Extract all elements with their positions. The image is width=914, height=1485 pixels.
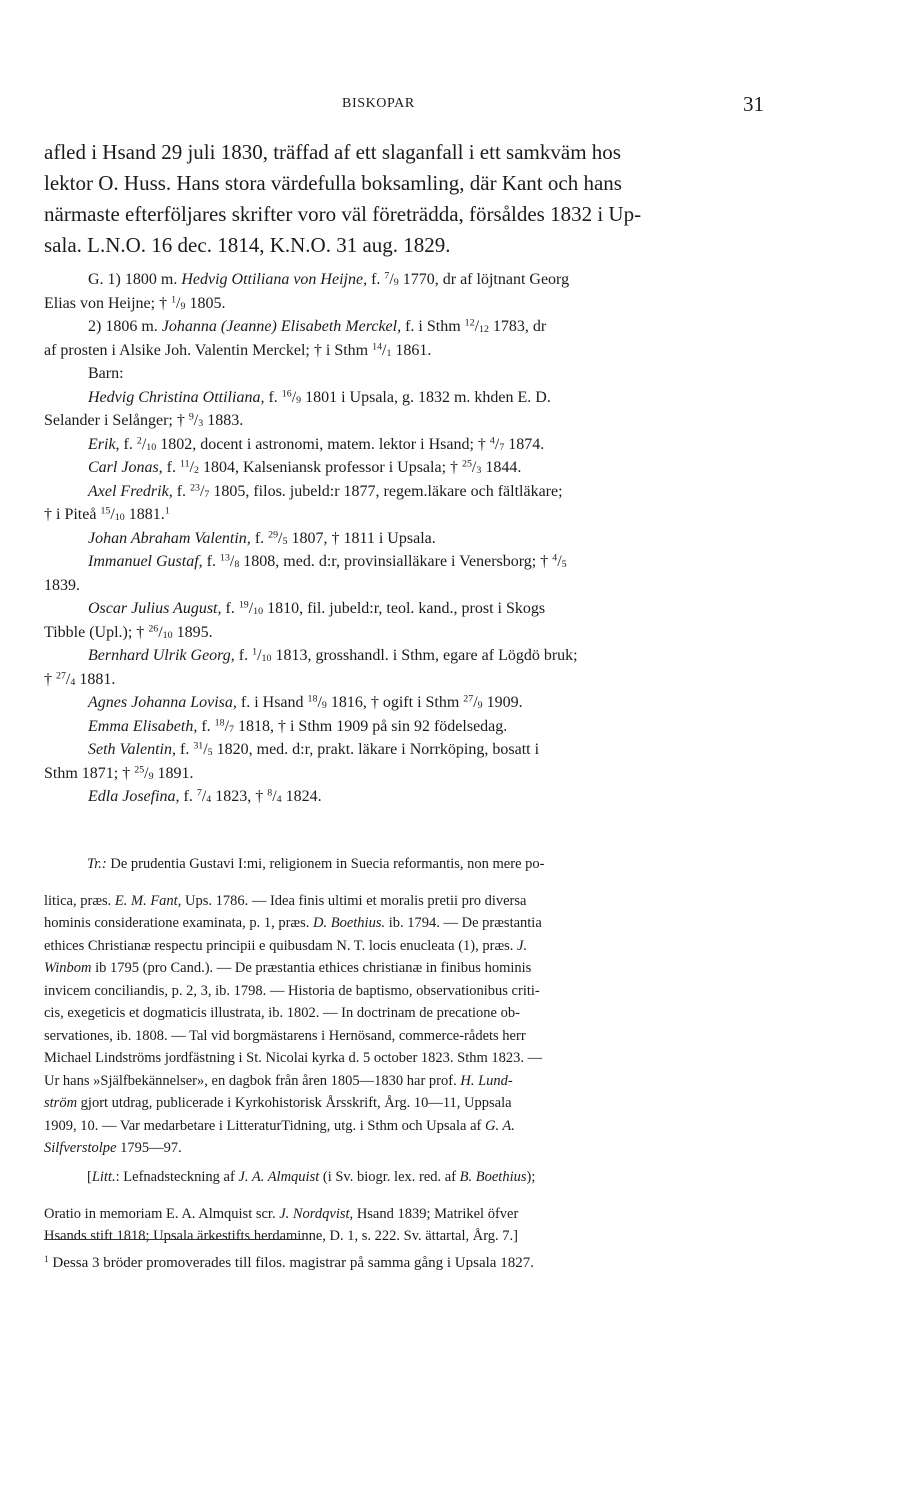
works-paragraph [44, 838, 760, 1160]
text-run: ); [526, 1168, 536, 1185]
child-entry: Agnes Johanna Lovisa, f. i Hsand $^{18}/_9$ 1816, † ogift i Sthm $^{27}/_9$ 1909. [88, 693, 523, 711]
spouse-name: Hedvig Ottiliana von Heijne, [181, 271, 368, 288]
text-run: (i Sv. biogr. lex. red. af [319, 1168, 460, 1185]
text-run: Hsand 1839; Matrikel öfver [353, 1205, 519, 1222]
text-run: Ups. 1786. — Idea finis ultimi et moralis pretii pro diversa [181, 892, 527, 909]
text-run: servationes, ib. 1808. — Tal vid borgmästarens i Hernösand, commerce-rådets herr [44, 1027, 526, 1044]
marriage-1-line: Elias von Heijne; † $^1/_9$ 1805. [44, 294, 226, 312]
genealogy-section [44, 268, 760, 809]
footnote-mark: 1 [44, 1254, 49, 1265]
footnote-ref: 1 [164, 505, 170, 517]
text-line [44, 853, 760, 876]
text-line [44, 1070, 760, 1093]
child-entry: Emma Elisabeth, f. $^{18}/_7$ 1818, † i Sthm 1909 på sin 92 födelsedag. [88, 717, 508, 735]
child-entry: Edla Josefina, f. $^7/_4$ 1823, † $^8/_4$ 1824. [88, 787, 322, 805]
text-line [44, 1166, 760, 1189]
literature-paragraph [44, 1151, 760, 1248]
text-run: invicem conciliandis, p. 2, 3, ib. 1798. — Historia de baptismo, observationibus criti- [44, 982, 540, 999]
footnote: $^1$ Dessa 3 bröder promoverades till filos. magistrar på samma gång i Upsala 1827. [44, 1254, 534, 1271]
child-entry: Johan Abraham Valentin, f. $^{29}/_5$ 1807, † 1811 i Upsala. [88, 529, 436, 547]
text-line: afled i Hsand 29 juli 1830, träffad af ett slaganfall i ett samkväm hos [44, 140, 621, 164]
italic-run: B. Boethius [459, 1168, 527, 1185]
text-line: sala. L.N.O. 16 dec. 1814, K.N.O. 31 aug. 1829. [44, 233, 451, 257]
marriage-2-line: 2) 1806 m. Johanna (Jeanne) Elisabeth Merckel, f. i Sthm $^{12}/_{12}$ 1783, dr [88, 317, 547, 335]
italic-run: J. Nordqvist, [279, 1205, 354, 1222]
text-line [44, 980, 760, 1003]
text-run: : Lefnadsteckning af [115, 1168, 239, 1185]
italic-run: D. Boethius. [313, 915, 386, 931]
running-head: BISKOPAR [342, 96, 415, 111]
text-line [44, 1225, 760, 1248]
italic-run: H. Lund- [460, 1072, 513, 1089]
italic-run: Litt. [91, 1168, 116, 1185]
child-entry: Bernhard Ulrik Georg, f. $^1/_{10}$ 1813, grosshandl. i Sthm, egare af Lögdö bruk; [88, 646, 578, 664]
child-entry: Carl Jonas, f. $^{11}/_2$ 1804, Kalseniansk professor i Upsala; † $^{25}/_3$ 1844. [88, 458, 522, 476]
text-line [44, 957, 760, 980]
text-run: litica, præs. [44, 892, 115, 909]
marriage-1-line: G. 1) 1800 m. Hedvig Ottiliana von Heijne, f. $^7/_9$ 1770, dr af löjtnant Georg [88, 270, 570, 288]
italic-run: Winbom [44, 960, 92, 976]
text-run: hominis consideratione examinata, p. 1, præs. [44, 915, 314, 931]
text-line [44, 1115, 760, 1138]
child-entry-cont: Sthm 1871; † $^{25}/_9$ 1891. [44, 764, 194, 782]
text-run: cis, exegeticis et dogmaticis illustrata, ib. 1802. — In doctrinam de precatione ob- [44, 1005, 520, 1021]
text-run: gjort utdrag, publicerade i Kyrkohistorisk Årsskrift, Årg. 10—11, Uppsala [77, 1095, 512, 1111]
italic-run: J. [517, 937, 528, 954]
text-run: Michael Lindströms jordfästning i St. Nicolai kyrka d. 5 october 1823. Sthm 1823. — [44, 1050, 543, 1066]
text-run: 1909, 10. — Var medarbetare i LitteraturTidning, utg. i Sthm och Upsala af [44, 1117, 485, 1134]
child-entry: Hedvig Christina Ottiliana, f. $^{16}/_9$ 1801 i Upsala, g. 1832 m. khden E. D. [88, 388, 551, 406]
text-line: lektor O. Huss. Hans stora värdefulla boksamling, där Kant och hans [44, 171, 622, 195]
text-line [44, 1002, 760, 1025]
spouse-name: Johanna (Jeanne) Elisabeth Merckel, [161, 318, 402, 335]
child-entry-cont: 1839. [44, 576, 80, 594]
child-entry-cont: † i Piteå $^{15}/_{10}$ 1881.$^1$ [44, 505, 170, 523]
text-line [44, 1047, 760, 1070]
italic-run: G. A. [484, 1117, 515, 1134]
children-heading: Barn: [88, 365, 124, 382]
text-line [44, 1203, 760, 1226]
italic-run: ström [44, 1095, 78, 1111]
page-number: 31 [743, 92, 764, 116]
italic-run: E. M. Fant, [114, 892, 182, 909]
footnote-rule [44, 1239, 304, 1240]
child-entry-cont: Tibble (Upl.); † $^{26}/_{10}$ 1895. [44, 623, 213, 641]
italic-run: J. A. Almquist [238, 1168, 320, 1185]
text-line [44, 890, 760, 913]
text-run: Oratio in memoriam E. A. Almquist scr. [44, 1205, 280, 1222]
text-run: ethices Christianæ respectu principii e quibusdam N. T. locis enucleata (1), præs. [44, 937, 518, 954]
child-entry-cont: † $^{27}/_4$ 1881. [44, 670, 116, 688]
italic-run: Silfverstolpe [44, 1140, 117, 1156]
text-line: närmaste efterföljares skrifter voro väl företrädda, försåldes 1832 i Up- [44, 202, 642, 226]
text-line [44, 912, 760, 935]
text-run: Hsands stift 1818; Upsala ärkestifts herdaminne, D. 1, s. 222. Sv. ättartal, Årg. 7.] [44, 1228, 518, 1244]
text-run: ib 1795 (pro Cand.). — De præstantia ethices christianæ in finibus hominis [91, 960, 532, 976]
text-line [44, 1025, 760, 1048]
child-entry-cont: Selander i Selånger; † $^9/_3$ 1883. [44, 411, 244, 429]
child-entry: Erik, f. $^2/_{10}$ 1802, docent i astronomi, matem. lektor i Hsand; † $^4/_7$ 1874. [88, 435, 545, 453]
text-run: ib. 1794. — De præstantia [385, 915, 542, 931]
page-header [44, 92, 764, 122]
child-entry: Seth Valentin, f. $^{31}/_5$ 1820, med. d:r, prakt. läkare i Norrköping, bosatt i [88, 740, 540, 758]
intro-paragraph [44, 137, 760, 261]
text-run: [ [87, 1168, 92, 1185]
text-run: Ur hans »Själfbekännelser», en dagbok från åren 1805—1830 har prof. [44, 1072, 461, 1089]
child-entry: Oscar Julius August, f. $^{19}/_{10}$ 1810, fil. jubeld:r, teol. kand., prost i Skogs [88, 599, 546, 617]
marriage-2-line: af prosten i Alsike Joh. Valentin Merckel; † i Sthm $^{14}/_1$ 1861. [44, 341, 432, 359]
child-entry: Immanuel Gustaf, f. $^{13}/_8$ 1808, med. d:r, provinsialläkare i Venersborg; † $^4/_5$ [88, 552, 567, 570]
child-entry: Axel Fredrik, f. $^{23}/_7$ 1805, filos. jubeld:r 1877, regem.läkare och fältläkare; [88, 482, 563, 500]
italic-run: Tr.: [87, 855, 107, 872]
text-line [44, 1092, 760, 1115]
text-run: 1795—97. [116, 1140, 182, 1156]
text-line [44, 935, 760, 958]
text-run: De prudentia Gustavi I:mi, religionem in Suecia reformantis, non mere po- [106, 855, 545, 872]
